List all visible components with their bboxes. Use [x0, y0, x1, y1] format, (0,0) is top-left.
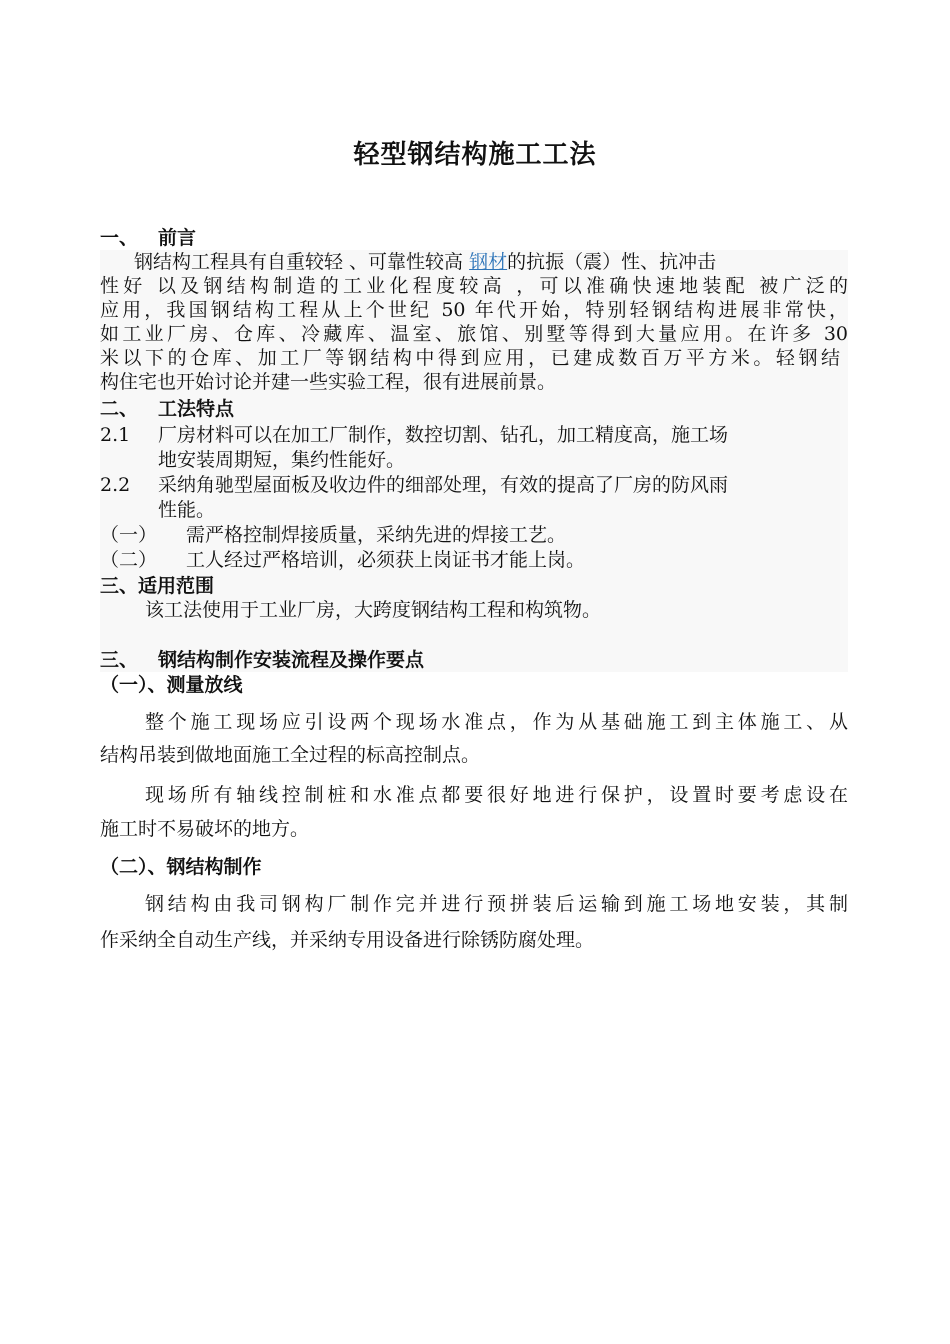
section-number: 一、 [100, 227, 139, 249]
item-text: 采纳角驰型屋面板及收边件的细部处理，有效的提高了厂房的防风雨 [158, 474, 729, 496]
paragraph-line: 施工时不易破坏的地方。 [100, 818, 310, 840]
sub-item-text: 工人经过严格培训，必须获上岗证书才能上岗。 [186, 549, 586, 571]
sub-item-number: （一） [100, 524, 158, 546]
section-heading: 三、适用范围 [100, 575, 215, 597]
list-item-continuation: 性能。 [158, 499, 216, 521]
list-item [100, 423, 852, 448]
section-number: 二、 [100, 398, 139, 420]
paragraph-line: 性好 以及钢结构制造的工业化程度较高 ，可以准确快速地装配 被广泛的 [100, 275, 848, 297]
page-title: 轻型钢结构施工工法 [353, 140, 597, 170]
paragraph-line: 整个施工现场应引设两个现场水准点，作为从基础施工到主体施工、从 [145, 711, 848, 733]
paragraph-line: 该工法使用于工业厂房，大跨度钢结构工程和构筑物。 [145, 599, 602, 621]
section-heading [100, 648, 852, 673]
paragraph-line: 结构吊装到做地面施工全过程的标高控制点。 [100, 744, 481, 766]
section-title: 工法特点 [158, 398, 235, 420]
subsection-heading: （一）、测量放线 [100, 674, 243, 696]
steel-link[interactable]: 钢材 [469, 251, 508, 273]
paragraph-line: 现场所有轴线控制桩和水准点都要很好地进行保护，设置时要考虑设在 [145, 784, 848, 806]
section-number: 三、 [100, 649, 139, 671]
text-run: 的抗振（震）性、抗冲击 [507, 251, 717, 273]
subsection-heading: （二）、钢结构制作 [100, 856, 262, 878]
text-run: 钢结构工程具有自重较轻 、可靠性较高 [134, 251, 470, 273]
sub-item [100, 548, 852, 573]
sub-item-text: 需严格控制焊接质量，采纳先进的焊接工艺。 [186, 524, 567, 546]
paragraph-line: 作采纳全自动生产线，并采纳专用设备进行除锈防腐处理。 [100, 929, 595, 951]
list-item [100, 473, 852, 498]
list-item-continuation: 地安装周期短，集约性能好。 [158, 449, 406, 471]
paragraph-line: 米以下的仓库、加工厂等钢结构中得到应用，已建成数百万平方米。轻钢结 [100, 347, 840, 369]
section-title: 前言 [158, 227, 197, 249]
paragraph-line: 应用，我国钢结构工程从上个世纪 50 年代开始，特别轻钢结构进展非常快， [100, 299, 848, 321]
sub-item-number: （二） [100, 549, 158, 571]
sub-item [100, 523, 852, 548]
item-number: 2.2 [100, 474, 131, 496]
paragraph-line: 如工业厂房、仓库、冷藏库、温室、旅馆、别墅等得到大量应用。在许多 30 [100, 323, 848, 345]
paragraph-line [100, 250, 848, 275]
paragraph-line: 构住宅也开始讨论并建一些实验工程，很有进展前景。 [100, 371, 557, 393]
section-heading [100, 226, 852, 251]
item-text: 厂房材料可以在加工厂制作，数控切割、钻孔，加工精度高，施工场 [158, 424, 729, 446]
item-number: 2.1 [100, 424, 131, 446]
paragraph-line: 钢结构由我司钢构厂制作完并进行预拼装后运输到施工场地安装，其制 [145, 893, 848, 915]
section-heading [100, 397, 852, 422]
section-title: 钢结构制作安装流程及操作要点 [158, 649, 425, 671]
